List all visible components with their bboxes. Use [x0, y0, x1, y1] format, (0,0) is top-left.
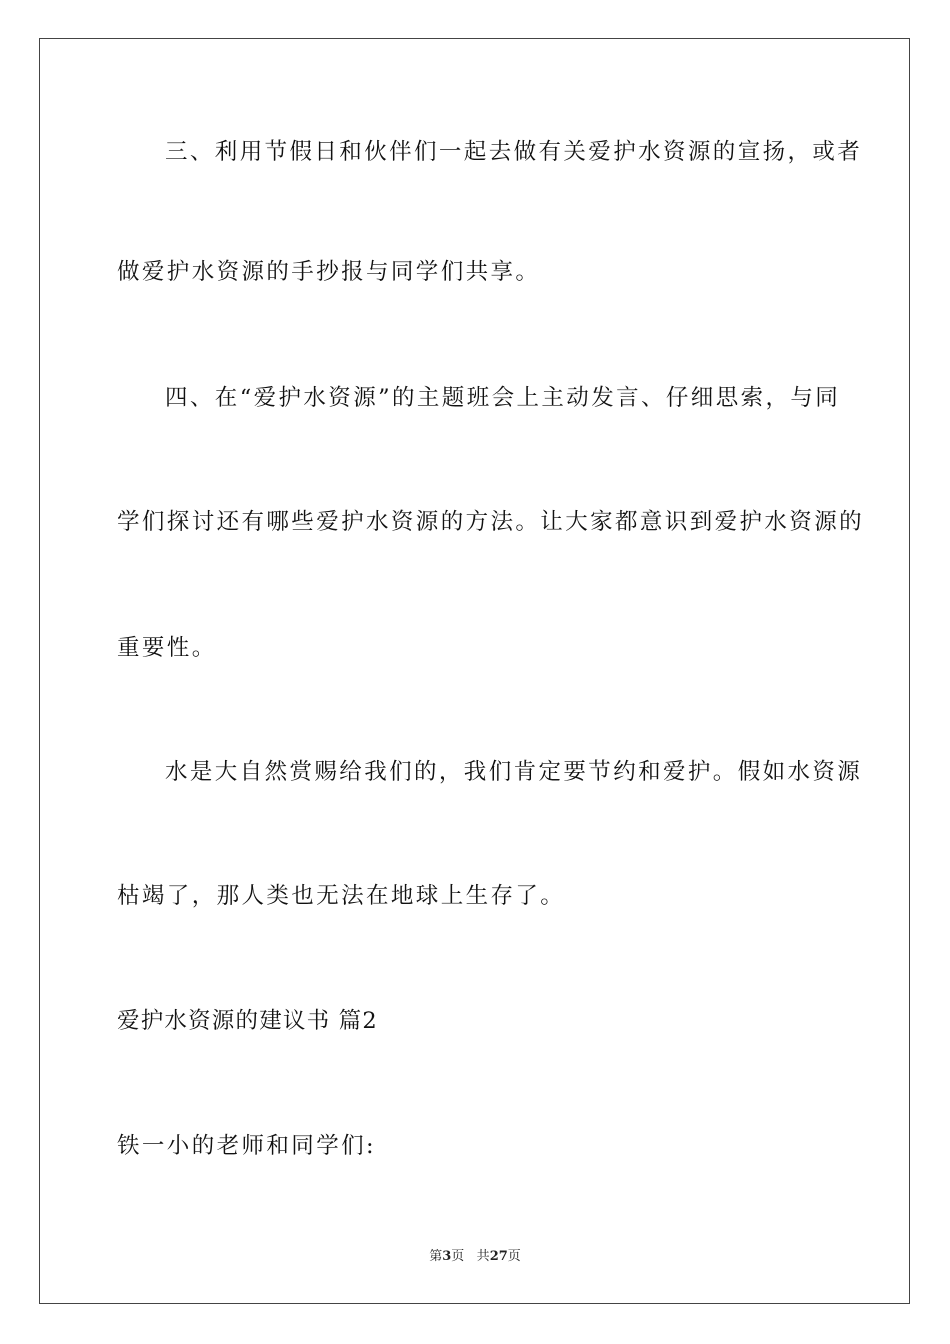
section-heading: 爱护水资源的建议书 篇2	[117, 1008, 378, 1034]
paragraph-line: 学们探讨还有哪些爱护水资源的方法。让大家都意识到爱护水资源的	[117, 509, 865, 535]
footer-total-suffix: 页	[507, 1249, 521, 1264]
paragraph-line: 枯竭了，那人类也无法在地球上生存了。	[117, 883, 566, 909]
footer-total-pages: 27	[489, 1249, 508, 1264]
paragraph-line: 四、在“爱护水资源”的主题班会上主动发言、仔细思索，与同	[165, 385, 841, 411]
footer-total-prefix: 共	[476, 1249, 490, 1264]
footer-page-number: 3	[442, 1249, 452, 1264]
footer-page-prefix: 第	[429, 1249, 443, 1264]
page-footer	[0, 1249, 950, 1265]
page-frame	[39, 38, 910, 1304]
paragraph-line: 重要性。	[117, 635, 217, 661]
footer-page-suffix: 页	[451, 1249, 465, 1264]
salutation: 铁一小的老师和同学们:	[117, 1133, 376, 1159]
paragraph-line: 三、利用节假日和伙伴们一起去做有关爱护水资源的宣扬，或者	[165, 139, 863, 165]
paragraph-line: 水是大自然赏赐给我们的，我们肯定要节约和爱护。假如水资源	[165, 759, 863, 785]
paragraph-line: 做爱护水资源的手抄报与同学们共享。	[117, 259, 541, 285]
